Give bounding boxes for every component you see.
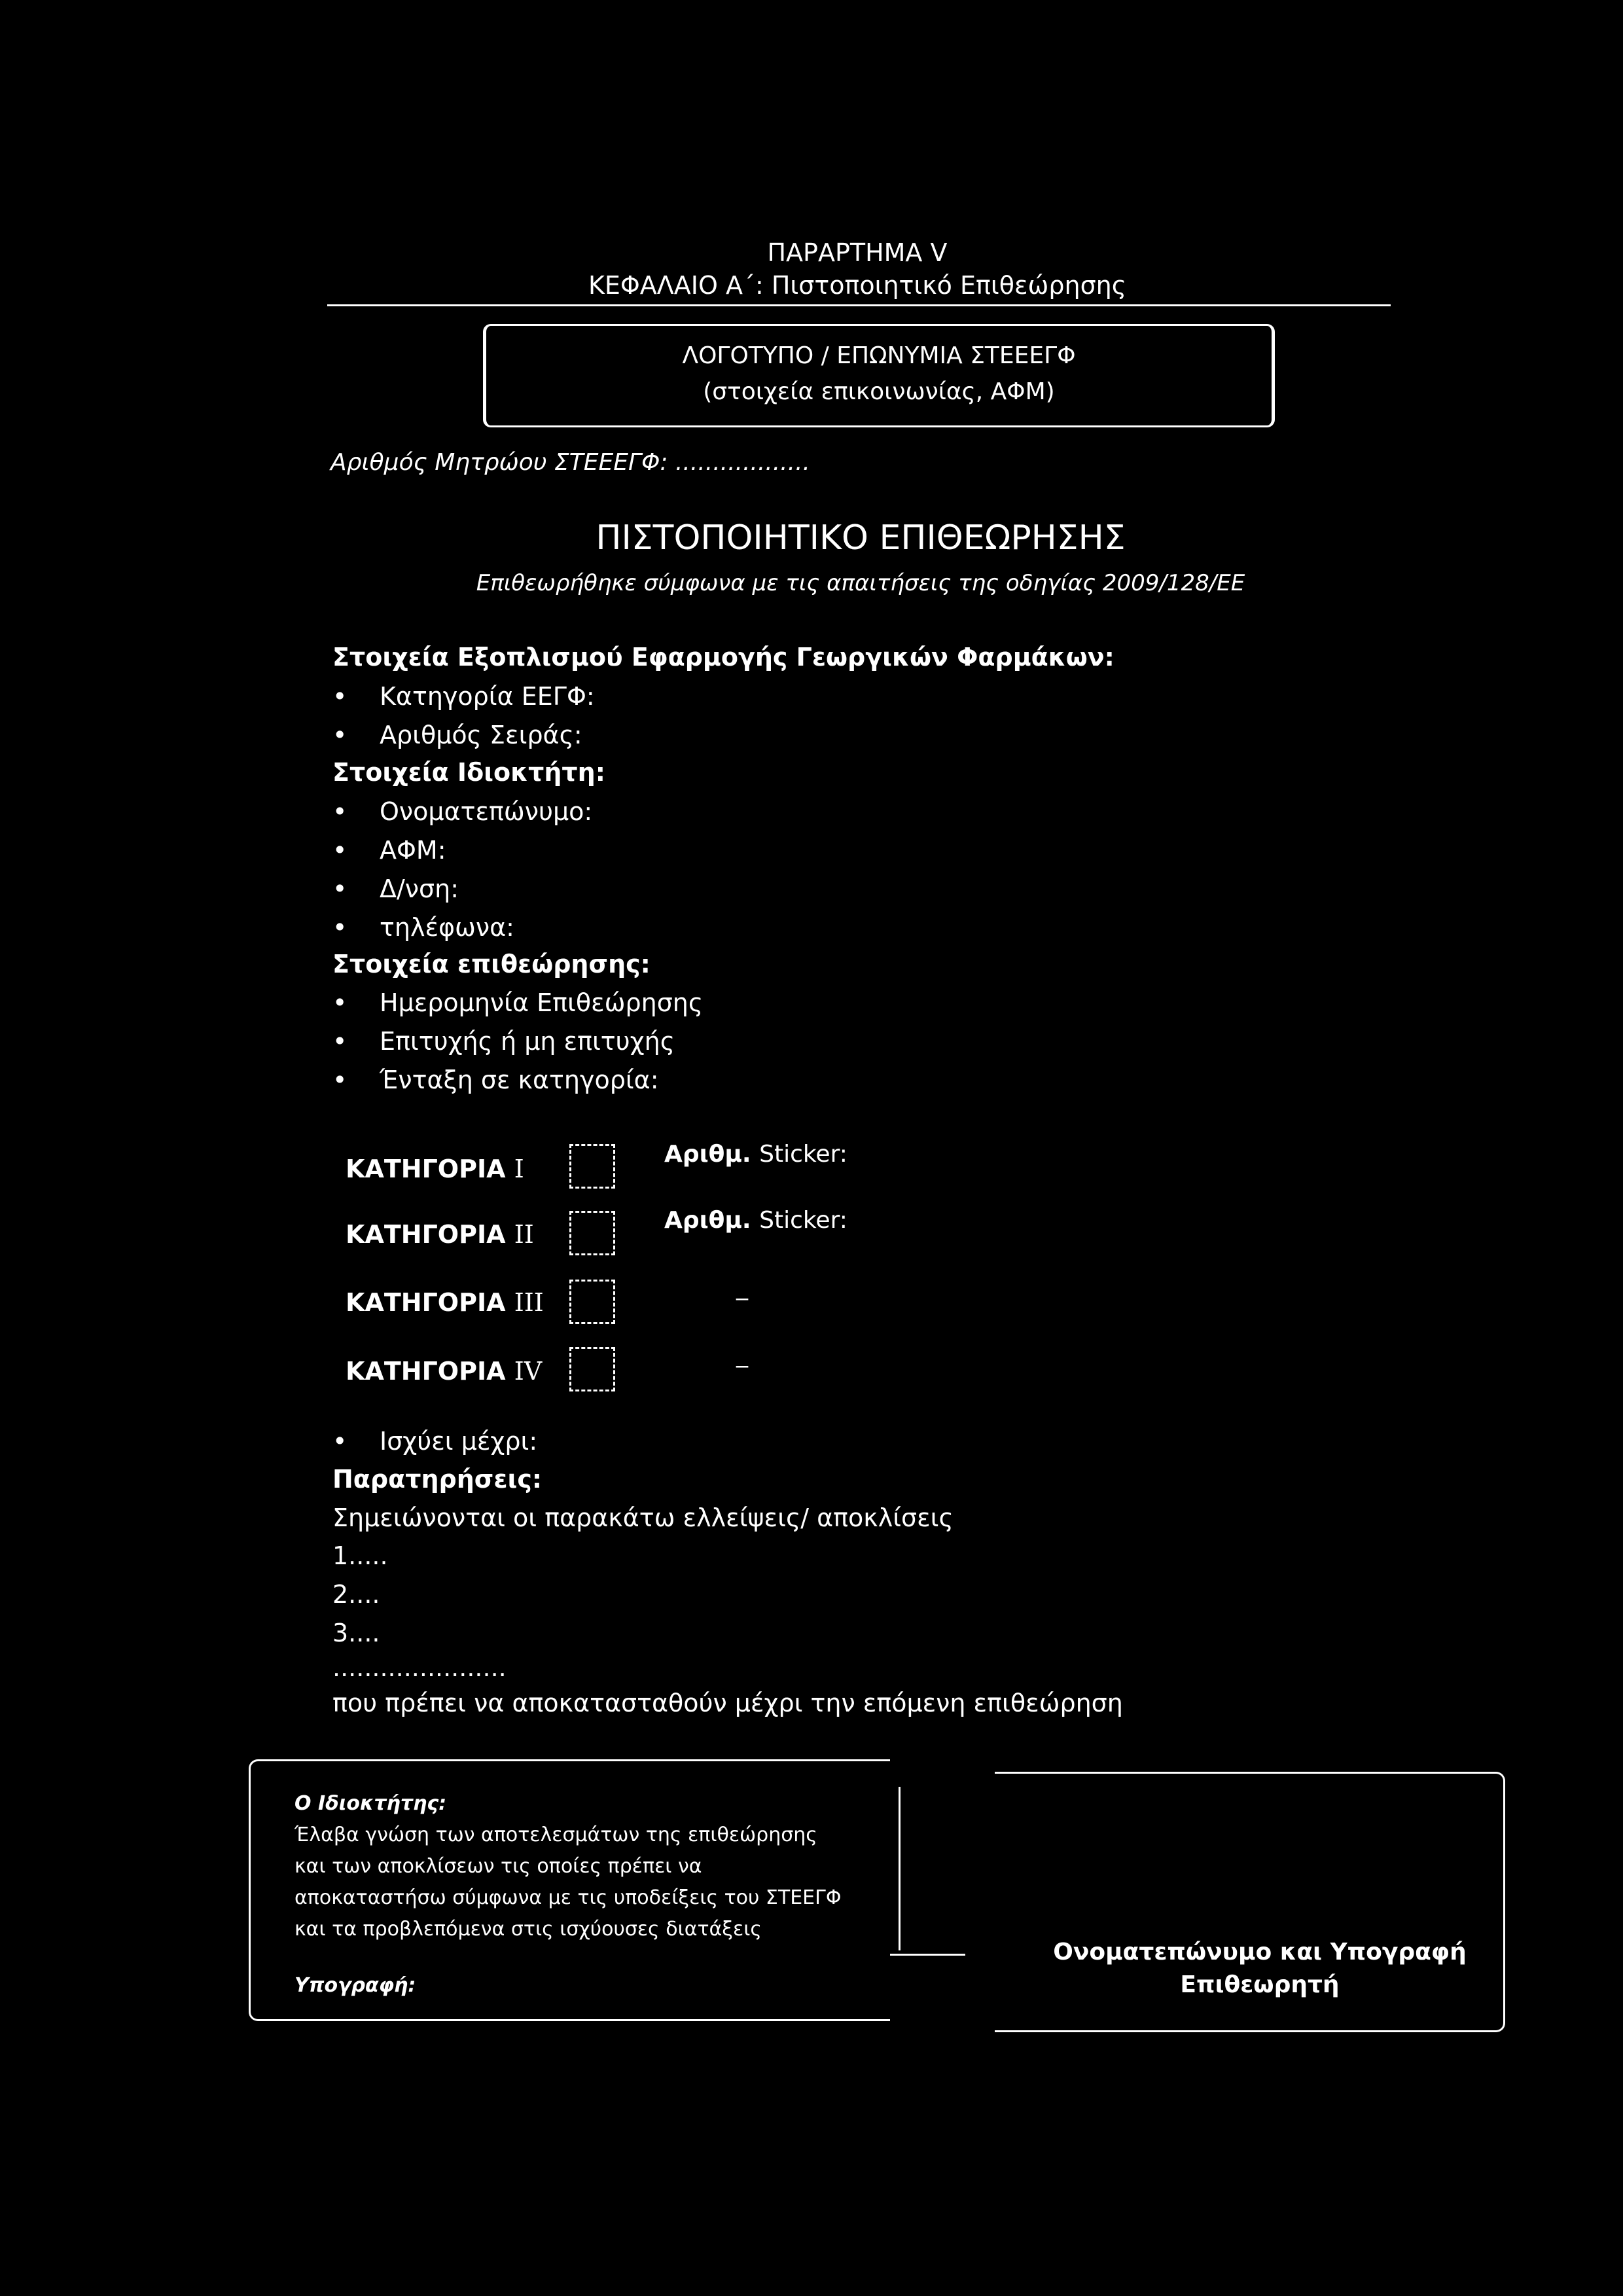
bullet-icon: •	[332, 721, 348, 749]
annex-title: ΠΑΡΑΡΤΗΜΑ V	[767, 238, 948, 267]
category-assignment-label: Ένταξη σε κατηγορία:	[380, 1066, 659, 1094]
registry-number: Αριθμός Μητρώου ΣΤΕΕΕΓΦ: ..................	[330, 449, 810, 476]
header-rule	[327, 304, 1391, 306]
owner-name-label: Ονοματεπώνυμο:	[380, 797, 593, 826]
list-item	[332, 719, 582, 751]
category-4-label: ΚΑΤΗΓΟΡΙΑ IV	[346, 1357, 543, 1386]
certificate-title: ΠΙΣΤΟΠΟΙΗΤΙΚΟ ΕΠΙΘΕΩΡΗΣΗΣ	[596, 518, 1126, 558]
category-1-label: ΚΑΤΗΓΟΡΙΑ I	[346, 1155, 524, 1183]
bullet-icon: •	[332, 874, 348, 903]
list-item	[332, 834, 446, 866]
list-item	[332, 912, 514, 943]
owner-ack-line-1: Έλαβα γνώση των αποτελεσμάτων της επιθεώρησης	[294, 1823, 817, 1846]
list-item	[332, 1064, 659, 1096]
list-item	[332, 987, 703, 1018]
category-4-checkbox[interactable]	[569, 1347, 615, 1391]
category-3-checkbox[interactable]	[569, 1280, 615, 1324]
owner-address-label: Δ/νση:	[380, 874, 459, 903]
box-connector	[890, 1954, 965, 1956]
bullet-icon: •	[332, 988, 348, 1017]
bullet-icon: •	[332, 1427, 348, 1456]
category-2-sticker: Αριθμ. Sticker:	[664, 1207, 847, 1234]
bullet-icon: •	[332, 797, 348, 826]
bullet-icon: •	[332, 1027, 348, 1056]
category-2-checkbox[interactable]	[569, 1211, 615, 1255]
equipment-category-label: Κατηγορία ΕΕΓΦ:	[380, 682, 595, 711]
valid-until-label: Ισχύει μέχρι:	[380, 1427, 538, 1456]
remarks-heading: Παρατηρήσεις:	[332, 1465, 543, 1494]
owner-box-right-edge	[899, 1787, 901, 1950]
certificate-subtitle: Επιθεωρήθηκε σύμφωνα με τις απαιτήσεις της οδηγίας 2009/128/ΕΕ	[476, 570, 1245, 596]
category-3-label: ΚΑΤΗΓΟΡΙΑ III	[346, 1288, 544, 1317]
remarks-closing: που πρέπει να αποκατασταθούν μέχρι την επόμενη επιθεώρηση	[332, 1689, 1123, 1717]
category-1-checkbox[interactable]	[569, 1144, 615, 1189]
owner-ack-line-3: αποκαταστήσω σύμφωνα με τις υποδείξεις του ΣΤΕΕΓΦ	[294, 1886, 842, 1909]
category-2-label: ΚΑΤΗΓΟΡΙΑ II	[346, 1220, 534, 1249]
category-3-dash: _	[736, 1274, 748, 1300]
logo-line-2: (στοιχεία επικοινωνίας, ΑΦΜ)	[703, 378, 1055, 405]
list-item	[332, 1426, 537, 1457]
list-item	[332, 681, 595, 712]
remark-line-1: 1.....	[332, 1541, 388, 1570]
owner-ack-title: Ο Ιδιοκτήτης:	[294, 1792, 447, 1815]
logo-line-1: ΛΟΓΟΤΥΠΟ / ΕΠΩΝΥΜΙΑ ΣΤΕΕΕΓΦ	[682, 342, 1076, 369]
inspection-heading: Στοιχεία επιθεώρησης:	[332, 950, 651, 978]
chapter-title: ΚΕΦΑΛΑΙΟ Α΄: Πιστοποιητικό Επιθεώρησης	[588, 271, 1127, 300]
list-item	[332, 873, 459, 905]
remark-line-3: 3....	[332, 1619, 380, 1647]
owner-signature-label: Υπογραφή:	[294, 1974, 416, 1997]
owner-vat-label: ΑΦΜ:	[380, 836, 446, 865]
bullet-icon: •	[332, 913, 348, 942]
owner-heading: Στοιχεία Ιδιοκτήτη:	[332, 758, 605, 787]
inspector-signature-label: Ονοματεπώνυμο και Υπογραφή Επιθεωρητή	[1053, 1939, 1467, 1998]
category-1-sticker: Αριθμ. Sticker:	[664, 1141, 847, 1168]
logo-box	[483, 324, 1275, 427]
inspection-result-label: Επιτυχής ή μη επιτυχής	[380, 1027, 675, 1056]
list-item	[332, 1026, 675, 1057]
bullet-icon: •	[332, 682, 348, 711]
remarks-intro: Σημειώνονται οι παρακάτω ελλείψεις/ αποκλίσεις	[332, 1503, 954, 1532]
list-item	[332, 796, 592, 827]
serial-number-label: Αριθμός Σειράς:	[380, 721, 582, 749]
bullet-icon: •	[332, 1066, 348, 1094]
equipment-heading: Στοιχεία Εξοπλισμού Εφαρμογής Γεωργικών Φαρμάκων:	[332, 643, 1115, 672]
bullet-icon: •	[332, 836, 348, 865]
inspection-date-label: Ημερομηνία Επιθεώρησης	[380, 988, 704, 1017]
remark-line-2: 2....	[332, 1580, 380, 1609]
owner-ack-line-2: και των αποκλίσεων τις οποίες πρέπει να	[294, 1855, 702, 1878]
category-4-dash: _	[736, 1341, 748, 1368]
owner-phones-label: τηλέφωνα:	[380, 913, 514, 942]
owner-ack-line-4: και τα προβλεπόμενα στις ισχύουσες διατάξεις	[294, 1918, 762, 1941]
remark-line-more: ......................	[332, 1653, 507, 1682]
